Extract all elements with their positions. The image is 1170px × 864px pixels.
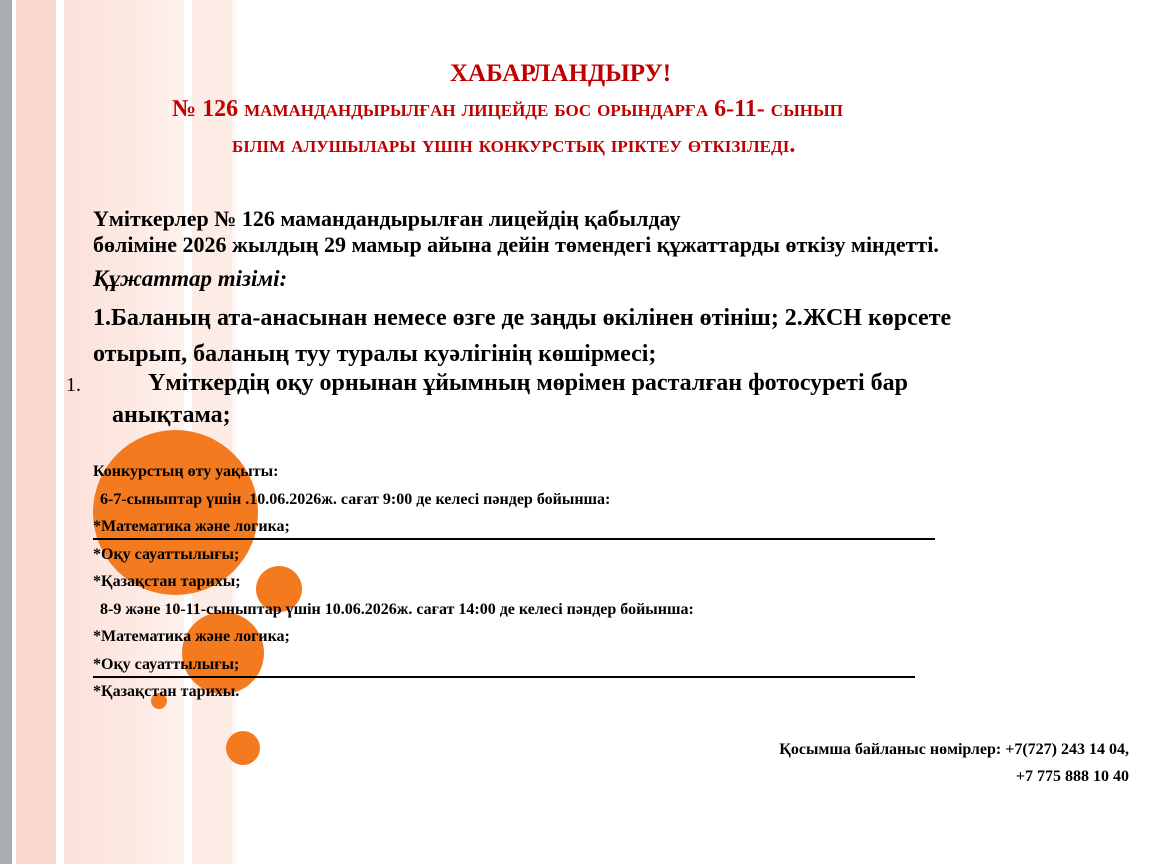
schedule-subject: *Математика және логика;	[93, 518, 290, 535]
documents-item-3-line-1: Үміткердің оқу орнынан ұйымның мөрімен расталған фотосуреті бар	[148, 370, 908, 396]
schedule-subject: *Қазақстан тарихы.	[93, 683, 240, 700]
underline-rule	[93, 676, 915, 678]
left-stripe-pink	[16, 0, 56, 864]
schedule-subject: *Оқу сауаттылығы;	[93, 545, 240, 563]
documents-item-1-line-1: 1.Баланың ата-анасынан немесе өзге де заңды өкілінен өтініш; 2.ЖСН көрсете	[93, 305, 952, 331]
schedule-section	[93, 458, 694, 706]
intro-paragraph	[93, 206, 939, 258]
title-line-2: № 126 мамандандырылған лицейде бос орындарға 6-11- сынып	[172, 96, 843, 122]
contact-line-1: Қосымша байланыс нөмірлер: +7(727) 243 14 04,	[779, 741, 1129, 758]
list-number: 1.	[66, 374, 81, 396]
documents-item-1-line-2: отырып, баланың туу туралы куәлігінің көшірмесі;	[93, 341, 657, 367]
schedule-subject: *Қазақстан тарихы;	[93, 573, 241, 590]
title-line-1: ХАБАРЛАНДЫРУ!	[450, 60, 672, 87]
schedule-subject: *Оқу сауаттылығы;	[93, 655, 240, 673]
underline-rule	[93, 538, 935, 540]
intro-line-1: Үміткерлер № 126 мамандандырылған лицейдің қабылдау	[93, 206, 681, 231]
decorative-circle-small	[226, 731, 260, 765]
title-line-3: білім алушылары үшін конкурстық іріктеу өткізіледі.	[232, 132, 796, 158]
schedule-heading: Конкурстың өту уақыты:	[93, 463, 279, 480]
left-stripe-pink-light	[192, 0, 232, 864]
intro-line-2: бөліміне 2026 жылдың 29 мамыр айына дейін төмендегі құжаттарды өткізу міндетті.	[93, 232, 939, 257]
schedule-group-2: 8-9 және 10-11-сыныптар үшін 10.06.2026ж. сағат 14:00 де келесі пәндер бойынша:	[100, 600, 694, 618]
documents-item-3-line-2: анықтама;	[112, 402, 231, 428]
schedule-group-1: 6-7-сыныптар үшін .10.06.2026ж. сағат 9:00 де келесі пәндер бойынша:	[100, 490, 611, 508]
left-stripe-grey	[0, 0, 12, 864]
contact-line-2: +7 775 888 10 40	[1015, 768, 1129, 785]
left-stripe-gap	[56, 0, 64, 864]
schedule-subject: *Математика және логика;	[93, 628, 290, 645]
documents-heading: Құжаттар тізімі:	[93, 266, 288, 291]
documents-item-1	[93, 300, 951, 372]
contact-numbers	[779, 736, 1129, 790]
